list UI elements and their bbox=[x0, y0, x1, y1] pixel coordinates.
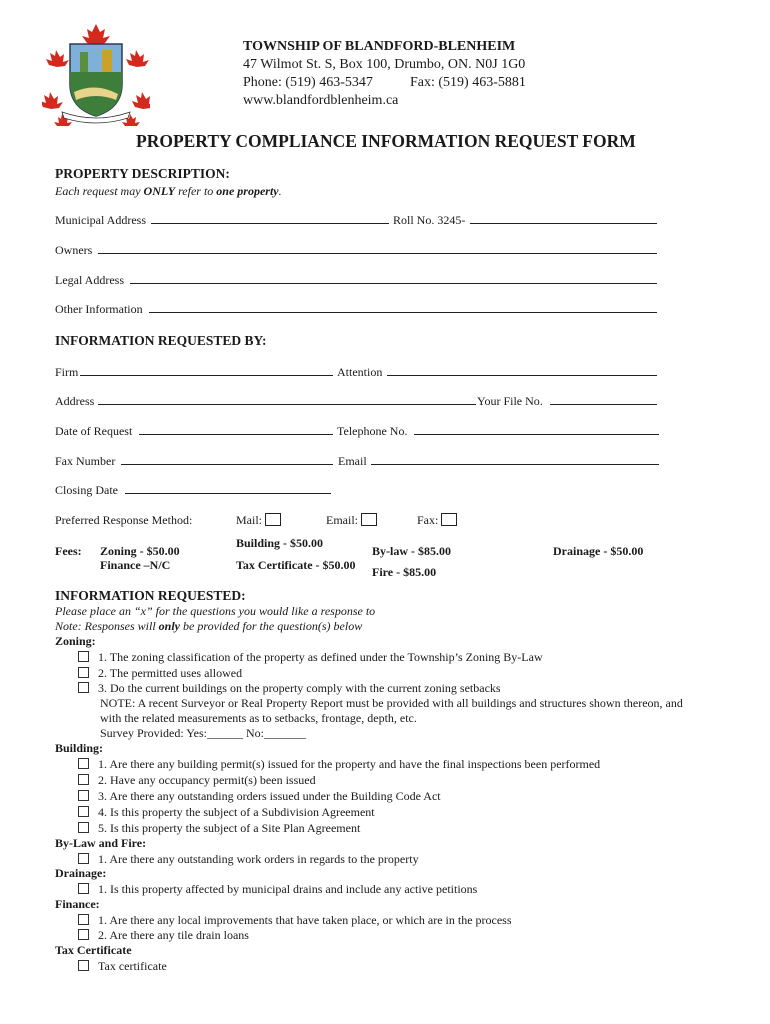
property-note: Each request may ONLY refer to one property. bbox=[55, 184, 282, 198]
email-checkbox[interactable] bbox=[361, 513, 377, 526]
list-item[interactable]: 2. The permitted uses allowed bbox=[78, 666, 242, 682]
attention-field[interactable] bbox=[387, 365, 657, 376]
list-item[interactable]: 1. Are there any local improvements that have taken place, or which are in the process bbox=[78, 913, 512, 929]
bylaw-q1-checkbox[interactable] bbox=[78, 853, 89, 864]
response-method-label: Preferred Response Method: bbox=[55, 513, 193, 527]
building-q1-checkbox[interactable] bbox=[78, 758, 89, 769]
file-no-field[interactable] bbox=[550, 394, 657, 405]
zoning-note-line-1: NOTE: A recent Surveyor or Real Property Report must be provided with all buildings and structures shown thereon, and bbox=[100, 696, 683, 710]
address-label: Address bbox=[55, 394, 95, 408]
finance-heading: Finance: bbox=[55, 897, 100, 911]
org-fax: Fax: (519) 463-5881 bbox=[410, 75, 526, 90]
fee-building: Building - $50.00 bbox=[236, 536, 324, 550]
zoning-note-line-2: with the related measurements as to setbacks, frontage, depth, etc. bbox=[100, 711, 417, 725]
drainage-q1-checkbox[interactable] bbox=[78, 883, 89, 894]
building-q3-checkbox[interactable] bbox=[78, 790, 89, 801]
tax-certificate-heading: Tax Certificate bbox=[55, 943, 132, 957]
building-heading: Building: bbox=[55, 741, 104, 755]
drainage-heading: Drainage: bbox=[55, 866, 107, 880]
date-of-request-label: Date of Request bbox=[55, 424, 133, 438]
firm-label: Firm bbox=[55, 365, 79, 379]
list-item[interactable]: 3. Are there any outstanding orders issued under the Building Code Act bbox=[78, 789, 441, 805]
email-label: Email bbox=[338, 454, 367, 468]
list-item[interactable]: 4. Is this property the subject of a Subdivision Agreement bbox=[78, 805, 375, 821]
zoning-heading: Zoning: bbox=[55, 634, 96, 648]
org-address: 47 Wilmot St. S, Box 100, Drumbo, ON. N0J 1G0 bbox=[243, 57, 526, 72]
fax-number-field[interactable] bbox=[121, 454, 333, 465]
org-name: TOWNSHIP OF BLANDFORD-BLENHEIM bbox=[243, 39, 516, 54]
list-item[interactable]: 2. Have any occupancy permit(s) been issued bbox=[78, 773, 316, 789]
survey-provided[interactable]: Survey Provided: Yes:______ No:_______ bbox=[100, 726, 307, 740]
date-of-request-field[interactable] bbox=[139, 424, 333, 435]
finance-q2-checkbox[interactable] bbox=[78, 929, 89, 940]
attention-label: Attention bbox=[337, 365, 383, 379]
zoning-q1-checkbox[interactable] bbox=[78, 651, 89, 662]
closing-date-field[interactable] bbox=[125, 483, 331, 494]
closing-date-label: Closing Date bbox=[55, 483, 118, 497]
list-item[interactable]: 2. Are there any tile drain loans bbox=[78, 928, 249, 944]
other-info-label: Other Information bbox=[55, 302, 143, 316]
telephone-label: Telephone No. bbox=[337, 424, 408, 438]
municipal-address-field[interactable] bbox=[151, 213, 389, 224]
list-item[interactable]: 5. Is this property the subject of a Site Plan Agreement bbox=[78, 821, 360, 837]
municipal-address-label: Municipal Address bbox=[55, 213, 146, 227]
info-requested-heading: INFORMATION REQUESTED: bbox=[55, 588, 246, 603]
org-phone: Phone: (519) 463-5347 bbox=[243, 75, 373, 90]
list-item[interactable]: 1. Are there any outstanding work orders in regards to the property bbox=[78, 852, 419, 868]
instruction-1: Please place an “x” for the questions you would like a response to bbox=[55, 604, 376, 618]
list-item[interactable]: 1. The zoning classification of the property as defined under the Township’s Zoning By-Law bbox=[78, 650, 543, 666]
list-item[interactable]: Tax certificate bbox=[78, 959, 167, 975]
fax-option[interactable]: Fax: bbox=[417, 513, 457, 528]
form-title: PROPERTY COMPLIANCE INFORMATION REQUEST FORM bbox=[136, 131, 636, 151]
mail-checkbox[interactable] bbox=[265, 513, 281, 526]
other-info-field[interactable] bbox=[149, 302, 657, 313]
email-field[interactable] bbox=[371, 454, 659, 465]
requested-by-heading: INFORMATION REQUESTED BY: bbox=[55, 333, 267, 348]
address-field[interactable] bbox=[98, 394, 476, 405]
fees-label: Fees: bbox=[55, 544, 82, 558]
email-option[interactable]: Email: bbox=[326, 513, 377, 528]
building-q4-checkbox[interactable] bbox=[78, 806, 89, 817]
mail-option[interactable]: Mail: bbox=[236, 513, 281, 528]
zoning-q3-checkbox[interactable] bbox=[78, 682, 89, 693]
fee-bylaw: By-law - $85.00 bbox=[372, 544, 451, 558]
owners-field[interactable] bbox=[98, 243, 657, 254]
fee-drainage: Drainage - $50.00 bbox=[553, 544, 644, 558]
fee-zoning: Zoning - $50.00 bbox=[100, 544, 180, 558]
roll-no-label: Roll No. 3245- bbox=[393, 213, 466, 227]
telephone-field[interactable] bbox=[414, 424, 659, 435]
org-website: www.blandfordblenheim.ca bbox=[243, 93, 399, 108]
building-q5-checkbox[interactable] bbox=[78, 822, 89, 833]
zoning-q2-checkbox[interactable] bbox=[78, 667, 89, 678]
township-crest-icon bbox=[42, 22, 150, 126]
bylaw-fire-heading: By-Law and Fire: bbox=[55, 836, 147, 850]
finance-q1-checkbox[interactable] bbox=[78, 914, 89, 925]
fee-fire: Fire - $85.00 bbox=[372, 565, 437, 579]
legal-address-field[interactable] bbox=[130, 273, 657, 284]
file-no-label: Your File No. bbox=[477, 394, 543, 408]
list-item[interactable]: 1. Is this property affected by municipal drains and include any active petitions bbox=[78, 882, 477, 898]
fee-finance: Finance –N/C bbox=[100, 558, 171, 572]
tax-certificate-checkbox[interactable] bbox=[78, 960, 89, 971]
firm-field[interactable] bbox=[80, 365, 333, 376]
list-item[interactable]: 1. Are there any building permit(s) issued for the property and have the final inspections been performed bbox=[78, 757, 600, 773]
owners-label: Owners bbox=[55, 243, 93, 257]
fax-checkbox[interactable] bbox=[441, 513, 457, 526]
instruction-2: Note: Responses will only be provided for the question(s) below bbox=[55, 619, 363, 633]
fee-tax-certificate: Tax Certificate - $50.00 bbox=[236, 558, 356, 572]
list-item[interactable]: 3. Do the current buildings on the property comply with the current zoning setbacks bbox=[78, 681, 501, 697]
building-q2-checkbox[interactable] bbox=[78, 774, 89, 785]
roll-no-field[interactable] bbox=[470, 213, 657, 224]
legal-address-label: Legal Address bbox=[55, 273, 124, 287]
fax-number-label: Fax Number bbox=[55, 454, 116, 468]
property-heading: PROPERTY DESCRIPTION: bbox=[55, 166, 230, 181]
